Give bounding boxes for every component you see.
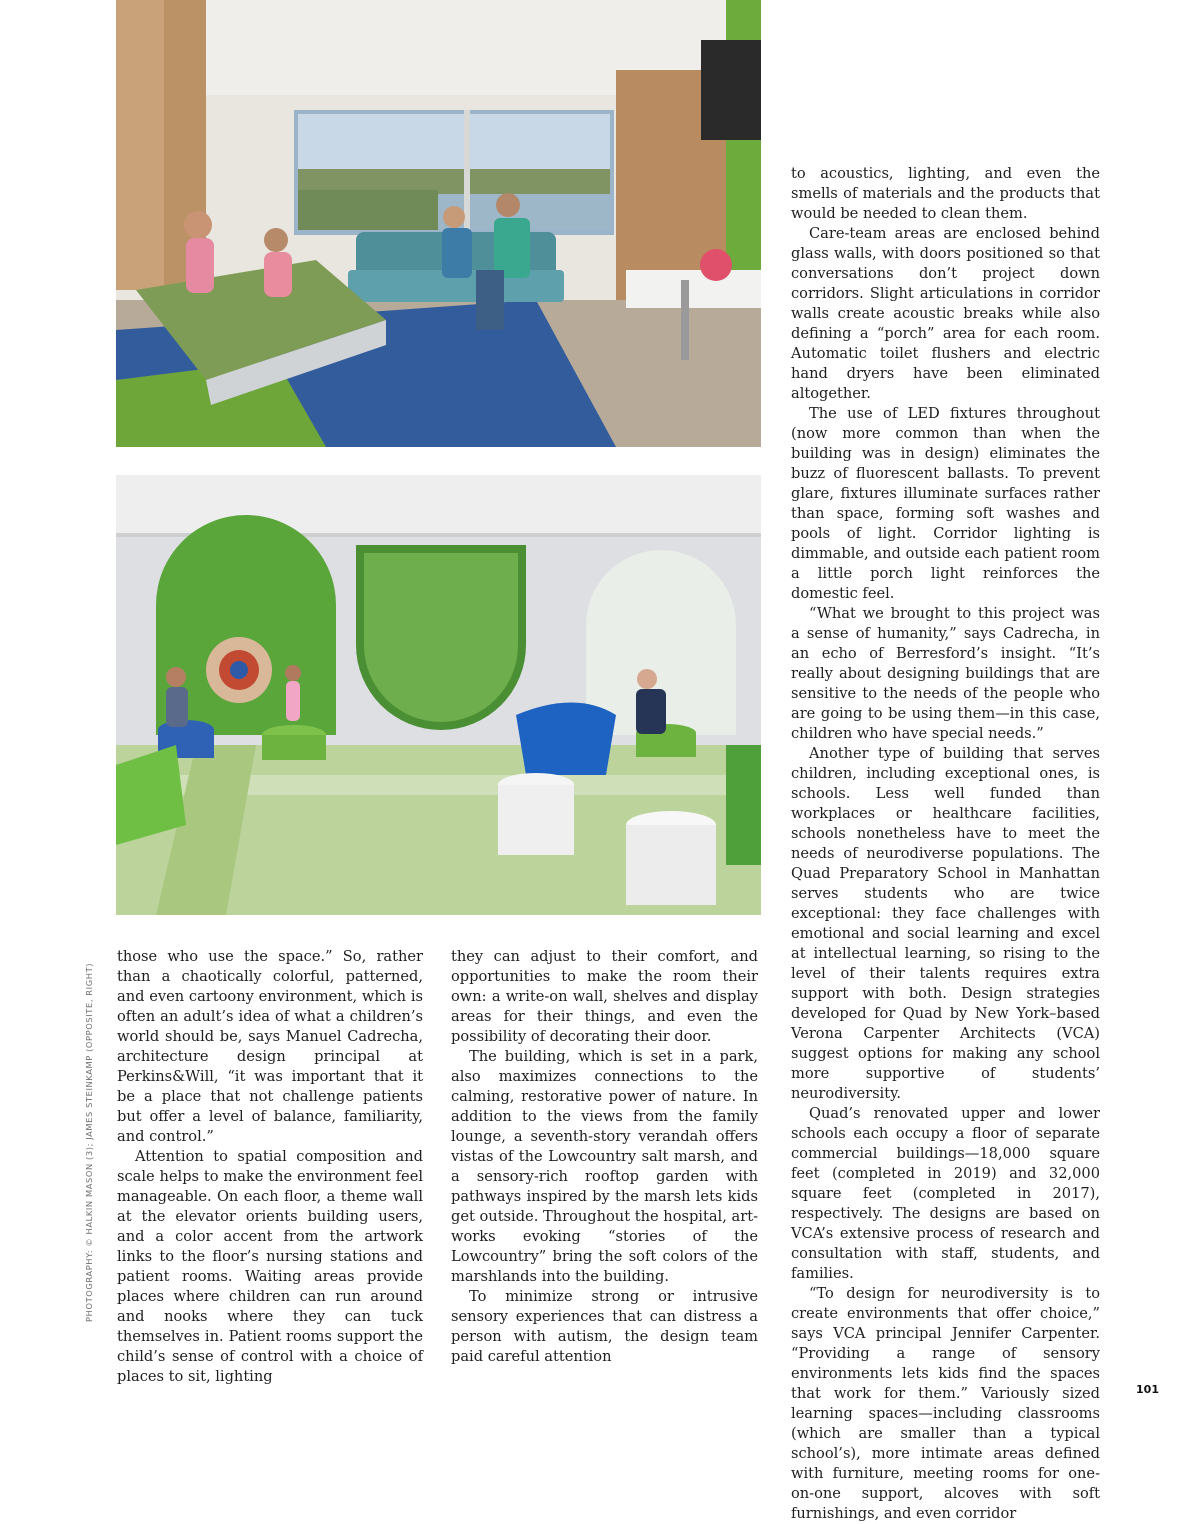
lounge-arches-photo <box>116 475 761 915</box>
paragraph: Another type of building that serves children, including exceptional ones, is schools. Less well funded than workplaces or healthcare facilities, schools nonetheless have to meet the needs of neurodiverse populations. The Quad Preparatory School in Manhattan serves students who are twice exceptional: they face challenges with emotional and social learning and excel at intellectual learning, so rising to the level of their talents requires extra support with both. Design strategies developed for Quad by New York–based Verona Carpenter Architects (VCA) suggest options for making any school more supportive of students’ neurodiversity. <box>791 745 1100 1102</box>
patient-room-photo <box>116 0 761 447</box>
paragraph: they can adjust to their comfort, and opportunities to make the room their own: a write-on wall, shelves and display areas for their things, and even the possibility of decorating their door. <box>451 948 758 1045</box>
paragraph: those who use the space.” So, rather than a chaotically colorful, patterned, and even cartoony environment, which is often an adult’s idea of what a children’s world should be, says Manuel Cadrecha, architecture design principal at Perkins&Will, “it was important that it be a place that not challenge patients but offer a level of balance, familiarity, and control.” <box>117 948 423 1145</box>
photo-credit: PHOTOGRAPHY: © HALKIN MASON (3); JAMES STEINKAMP (OPPOSITE, RIGHT) <box>84 962 94 1322</box>
paragraph: “To design for neurodiversity is to create environments that offer choice,” says VCA principal Jennifer Carpenter. “Providing a range of sensory environments lets kids find the spaces that work for them.” Variously sized learning spaces—including classrooms (which are smaller than a typical school’s), more intimate areas defined with furniture, meeting rooms for one-on-one support, alcoves with soft furnishings, and even corridor <box>791 1285 1100 1522</box>
page-number: 101 <box>1136 1383 1159 1396</box>
paragraph: The use of LED fixtures throughout (now more common than when the building was in design) eliminates the buzz of fluorescent ballasts. To prevent glare, fixtures illuminate surfaces rather than space, forming soft washes and pools of light. Corridor lighting is dimmable, and outside each patient room a little porch light reinforces the domestic feel. <box>791 405 1100 602</box>
paragraph: “What we brought to this project was a sense of humanity,” says Cadrecha, in an echo of Berresford’s insight. “It’s really about designing buildings that are sensitive to the needs of the people who are going to be using them—in this case, children who have special needs.” <box>791 605 1100 742</box>
paragraph: to acoustics, lighting, and even the smells of materials and the products that would be needed to clean them. <box>791 165 1100 222</box>
paragraph: The building, which is set in a park, also maximizes connections to the calming, restorative power of nature. In addition to the views from the family lounge, a seventh-story verandah offers vistas of the Lowcountry salt marsh, and a sensory-rich rooftop garden with pathways inspired by the marsh lets kids get outside. Throughout the hospital, artworks evoking “stories of the Lowcountry” bring the soft colors of the marshlands into the building. <box>451 1048 758 1285</box>
text-column-3 <box>791 164 1100 1524</box>
paragraph: To minimize strong or intrusive sensory experiences that can distress a person with autism, the design team paid careful attention <box>451 1288 758 1365</box>
paragraph: Quad’s renovated upper and lower schools each occupy a floor of separate commercial buildings—18,000 square feet (completed in 2019) and 32,000 square feet (completed in 2017), respectively. The designs are based on VCA’s extensive process of research and consultation with staff, students, and families. <box>791 1105 1100 1282</box>
text-column-1 <box>117 947 423 1387</box>
paragraph: Care-team areas are enclosed behind glass walls, with doors positioned so that conversations don’t project down corridors. Slight articulations in corridor walls create acoustic breaks while also defining a “porch” area for each room. Automatic toilet flushers and electric hand dryers have been eliminated altogether. <box>791 225 1100 402</box>
text-column-2 <box>451 947 758 1367</box>
paragraph: Attention to spatial composition and scale helps to make the environment feel manageable. On each floor, a theme wall at the elevator orients building users, and a color accent from the artwork links to the floor’s nursing stations and patient rooms. Waiting areas provide places where children can run around and nooks where they can tuck themselves in. Patient rooms support the child’s sense of control with a choice of places to sit, lighting <box>117 1148 423 1385</box>
